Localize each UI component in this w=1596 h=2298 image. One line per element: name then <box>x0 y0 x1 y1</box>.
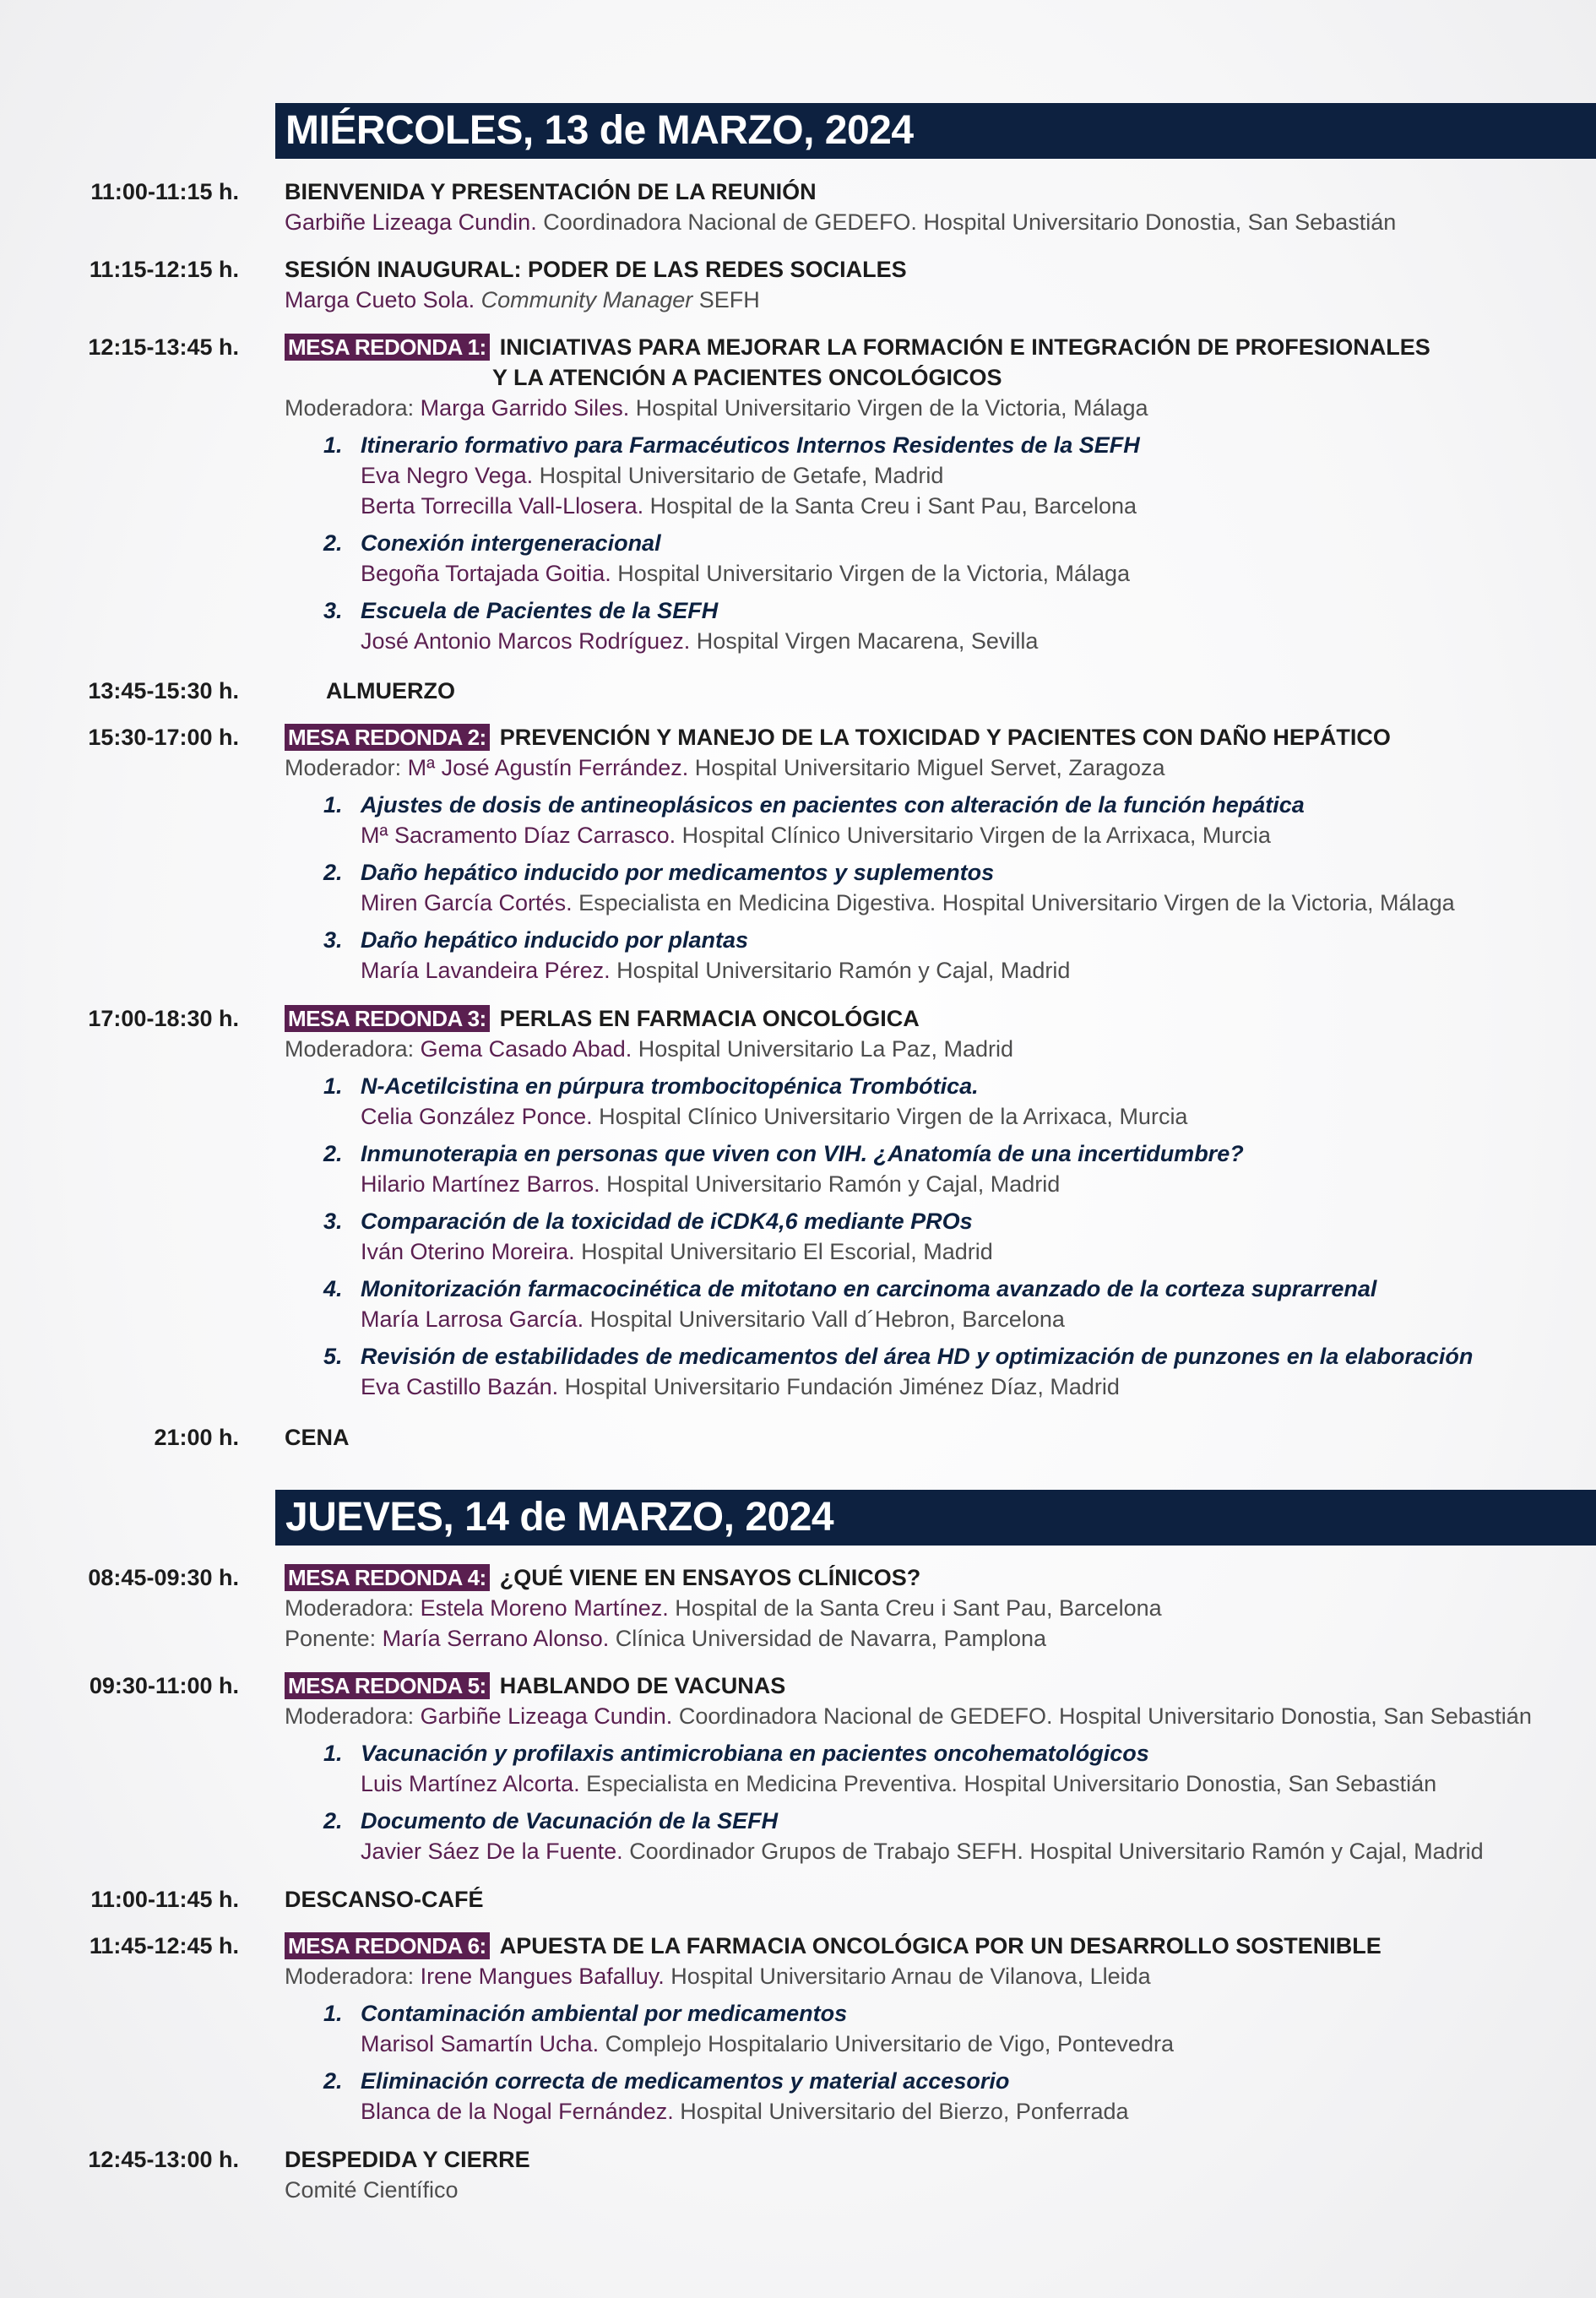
speaker-name: José Antonio Marcos Rodríguez. <box>361 628 691 654</box>
talk-list <box>323 790 1562 986</box>
talk-title: Revisión de estabilidades de medicamentos del área HD y optimización de punzones en la elaboración <box>361 1344 1474 1369</box>
talk-number: 5. <box>323 1344 343 1369</box>
talk-item <box>323 528 1562 589</box>
talk-title: Eliminación correcta de medicamentos y material accesorio <box>361 2068 1010 2094</box>
speaker-affiliation: Especialista en Medicina Preventiva. Hospital Universitario Donostia, San Sebastián <box>586 1771 1437 1796</box>
talk-title: Contaminación ambiental por medicamentos <box>361 2001 848 2026</box>
talk-number: 4. <box>323 1276 343 1301</box>
talk-list <box>323 430 1562 656</box>
speaker-name: Iván Oterino Moreira. <box>361 1239 575 1264</box>
moderator-affiliation: Coordinadora Nacional de GEDEFO. Hospital Universitario Donostia, San Sebastián <box>678 1703 1532 1729</box>
speaker-affiliation: Hospital Virgen Macarena, Sevilla <box>696 628 1039 654</box>
session-time: 09:30-11:00 h. <box>89 1673 239 1698</box>
session-time: 12:15-13:45 h. <box>88 334 239 360</box>
session-time: 11:45-12:45 h. <box>89 1933 239 1958</box>
talk-title: Escuela de Pacientes de la SEFH <box>361 598 719 623</box>
moderator-label: Moderadora: <box>285 1036 415 1062</box>
talk-title: Daño hepático inducido por medicamentos y suplementos <box>361 860 995 885</box>
talk-list <box>323 1738 1562 1866</box>
moderator-name: Estela Moreno Martínez. <box>420 1595 669 1621</box>
session-title: PREVENCIÓN Y MANEJO DE LA TOXICIDAD Y PACIENTES CON DAÑO HEPÁTICO <box>499 725 1391 750</box>
round-table-tag: MESA REDONDA 2: <box>285 724 490 751</box>
talk-number: 1. <box>323 792 343 818</box>
talk-title: Vacunación y profilaxis antimicrobiana en pacientes oncohematológicos <box>361 1741 1149 1766</box>
round-table-tag: MESA REDONDA 5: <box>285 1672 490 1699</box>
session-title: PERLAS EN FARMACIA ONCOLÓGICA <box>499 1006 920 1031</box>
speaker-affiliation: Hospital Clínico Universitario Virgen de la Arrixaca, Murcia <box>599 1104 1188 1129</box>
speaker-name: María Larrosa García. <box>361 1307 584 1332</box>
day-header-thursday: JUEVES, 14 de MARZO, 2024 <box>275 1490 1596 1546</box>
talk-number: 2. <box>323 2068 343 2094</box>
session-time: 11:00-11:15 h. <box>90 179 239 204</box>
speaker-affiliation: Complejo Hospitalario Universitario de Vigo, Pontevedra <box>605 2031 1174 2056</box>
session-title: BIENVENIDA Y PRESENTACIÓN DE LA REUNIÓN <box>285 179 817 204</box>
talk-item <box>323 1738 1562 1799</box>
session-time: 21:00 h. <box>154 1425 239 1450</box>
moderator-name: Mª José Agustín Ferrández. <box>407 755 689 780</box>
talk-item <box>323 1138 1562 1199</box>
talk-item <box>323 595 1562 656</box>
speaker-label: Ponente: <box>285 1626 377 1651</box>
session-title: DESCANSO-CAFÉ <box>285 1887 484 1912</box>
talk-number: 2. <box>323 530 343 556</box>
talk-item <box>323 790 1562 850</box>
talk-item <box>323 857 1562 918</box>
session-time: 15:30-17:00 h. <box>88 725 239 750</box>
talk-title: Documento de Vacunación de la SEFH <box>361 1808 779 1834</box>
speaker-affiliation: Hospital Universitario del Bierzo, Ponferrada <box>680 2099 1129 2124</box>
talk-item <box>323 1806 1562 1866</box>
speaker-name: Miren García Cortés. <box>361 890 573 915</box>
moderator-name: Marga Garrido Siles. <box>420 395 630 421</box>
moderator-affiliation: Hospital de la Santa Creu i Sant Pau, Barcelona <box>675 1595 1162 1621</box>
moderator-label: Moderadora: <box>285 1703 415 1729</box>
speaker-name: Celia González Ponce. <box>361 1104 593 1129</box>
talk-number: 1. <box>323 2001 343 2026</box>
talk-title: Itinerario formativo para Farmacéuticos Internos Residentes de la SEFH <box>361 432 1140 458</box>
moderator-affiliation: Hospital Universitario Miguel Servet, Zaragoza <box>694 755 1165 780</box>
talk-item <box>323 1274 1562 1334</box>
speaker-role: Community Manager <box>480 287 693 312</box>
speaker-name: Berta Torrecilla Vall-Llosera. <box>361 493 644 519</box>
moderator-label: Moderadora: <box>285 1964 415 1989</box>
talk-number: 3. <box>323 927 343 953</box>
speaker-affiliation: Hospital de la Santa Creu i Sant Pau, Barcelona <box>649 493 1137 519</box>
session-time: 17:00-18:30 h. <box>88 1006 239 1031</box>
speaker-affiliation: Hospital Universitario Virgen de la Victoria, Málaga <box>617 561 1131 586</box>
speaker-affiliation: Hospital Universitario Fundación Jiménez Díaz, Madrid <box>564 1374 1120 1399</box>
session-time: 08:45-09:30 h. <box>88 1565 239 1590</box>
talk-item <box>323 1071 1562 1132</box>
speaker-affiliation: Coordinador Grupos de Trabajo SEFH. Hospital Universitario Ramón y Cajal, Madrid <box>629 1839 1484 1864</box>
moderator-name: Garbiñe Lizeaga Cundin. <box>420 1703 673 1729</box>
talk-item <box>323 2066 1562 2127</box>
talk-item <box>323 430 1562 521</box>
talk-number: 2. <box>323 1808 343 1834</box>
speaker-affiliation: Hospital Universitario Ramón y Cajal, Madrid <box>606 1171 1061 1197</box>
session-time: 11:00-11:45 h. <box>90 1887 239 1912</box>
speaker-affiliation: Hospital Clínico Universitario Virgen de la Arrixaca, Murcia <box>681 823 1271 848</box>
talk-title: Daño hepático inducido por plantas <box>361 927 749 953</box>
speaker-name: Begoña Tortajada Goitia. <box>361 561 611 586</box>
session-subtitle: Comité Científico <box>285 2177 459 2203</box>
speaker-affiliation: Hospital Universitario de Getafe, Madrid <box>539 463 944 488</box>
talk-number: 1. <box>323 432 343 458</box>
talk-number: 1. <box>323 1073 343 1099</box>
speaker-name: Eva Castillo Bazán. <box>361 1374 559 1399</box>
talk-number: 2. <box>323 1141 343 1166</box>
moderator-affiliation: Hospital Universitario La Paz, Madrid <box>638 1036 1013 1062</box>
talk-item <box>323 1341 1562 1402</box>
session-title: ¿QUÉ VIENE EN ENSAYOS CLÍNICOS? <box>499 1565 921 1590</box>
moderator-name: Irene Mangues Bafalluy. <box>420 1964 665 1989</box>
round-table-tag: MESA REDONDA 1: <box>285 334 490 361</box>
session-title: APUESTA DE LA FARMACIA ONCOLÓGICA POR UN DESARROLLO SOSTENIBLE <box>499 1933 1382 1958</box>
talk-title: Comparación de la toxicidad de iCDK4,6 mediante PROs <box>361 1209 973 1234</box>
speaker-name: Javier Sáez De la Fuente. <box>361 1839 623 1864</box>
speaker-name: Eva Negro Vega. <box>361 463 534 488</box>
moderator-label: Moderadora: <box>285 1595 415 1621</box>
session-title: DESPEDIDA Y CIERRE <box>285 2147 530 2172</box>
speaker-name: Marga Cueto Sola. <box>285 287 475 312</box>
session-title-continued: Y LA ATENCIÓN A PACIENTES ONCOLÓGICOS <box>492 365 1002 390</box>
speaker-name: Marisol Samartín Ucha. <box>361 2031 600 2056</box>
talk-title: Monitorización farmacocinética de mitotano en carcinoma avanzado de la corteza suprarrenal <box>361 1276 1377 1301</box>
talk-title: Inmunoterapia en personas que viven con VIH. ¿Anatomía de una incertidumbre? <box>361 1141 1244 1166</box>
session-title: INICIATIVAS PARA MEJORAR LA FORMACIÓN E INTEGRACIÓN DE PROFESIONALES <box>499 334 1430 360</box>
speaker-name: Blanca de la Nogal Fernández. <box>361 2099 674 2124</box>
round-table-tag: MESA REDONDA 3: <box>285 1005 490 1032</box>
talk-number: 2. <box>323 860 343 885</box>
speaker-affiliation: Coordinadora Nacional de GEDEFO. Hospital Universitario Donostia, San Sebastián <box>543 209 1397 235</box>
talk-item <box>323 925 1562 986</box>
session-title: CENA <box>285 1425 350 1450</box>
talk-list <box>323 1071 1562 1402</box>
talk-number: 3. <box>323 598 343 623</box>
moderator-name: Gema Casado Abad. <box>420 1036 632 1062</box>
talk-list <box>323 1998 1562 2127</box>
speaker-name: Hilario Martínez Barros. <box>361 1171 600 1197</box>
moderator-label: Moderadora: <box>285 395 415 421</box>
round-table-tag: MESA REDONDA 6: <box>285 1932 490 1959</box>
speaker-affiliation: Especialista en Medicina Digestiva. Hospital Universitario Virgen de la Victoria, Málaga <box>578 890 1455 915</box>
speaker-name: Garbiñe Lizeaga Cundin. <box>285 209 537 235</box>
speaker-affiliation: Hospital Universitario El Escorial, Madrid <box>581 1239 993 1264</box>
speaker-affiliation: SEFH <box>698 287 760 312</box>
speaker-name: María Serrano Alonso. <box>382 1626 610 1651</box>
session-time: 13:45-15:30 h. <box>88 678 239 704</box>
talk-item <box>323 1998 1562 2059</box>
session-time: 12:45-13:00 h. <box>88 2147 239 2172</box>
moderator-affiliation: Hospital Universitario Arnau de Vilanova, Lleida <box>670 1964 1151 1989</box>
speaker-name: Mª Sacramento Díaz Carrasco. <box>361 823 676 848</box>
speaker-affiliation: Hospital Universitario Ramón y Cajal, Madrid <box>616 958 1071 983</box>
talk-number: 1. <box>323 1741 343 1766</box>
day-header-wednesday: MIÉRCOLES, 13 de MARZO, 2024 <box>275 103 1596 159</box>
speaker-name: Luis Martínez Alcorta. <box>361 1771 580 1796</box>
talk-title: Ajustes de dosis de antineoplásicos en pacientes con alteración de la función hepática <box>361 792 1305 818</box>
session-time: 11:15-12:15 h. <box>89 257 239 282</box>
session-title: HABLANDO DE VACUNAS <box>499 1673 786 1698</box>
speaker-affiliation: Clínica Universidad de Navarra, Pamplona <box>615 1626 1047 1651</box>
session-title: ALMUERZO <box>326 678 455 704</box>
talk-number: 3. <box>323 1209 343 1234</box>
talk-item <box>323 1206 1562 1267</box>
speaker-name: María Lavandeira Pérez. <box>361 958 611 983</box>
session-title: SESIÓN INAUGURAL: PODER DE LAS REDES SOCIALES <box>285 257 907 282</box>
talk-title: Conexión intergeneracional <box>361 530 661 556</box>
talk-title: N-Acetilcistina en púrpura trombocitopénica Trombótica. <box>361 1073 979 1099</box>
moderator-label: Moderador: <box>285 755 402 780</box>
speaker-affiliation: Hospital Universitario Vall d´Hebron, Barcelona <box>589 1307 1065 1332</box>
moderator-affiliation: Hospital Universitario Virgen de la Victoria, Málaga <box>635 395 1148 421</box>
round-table-tag: MESA REDONDA 4: <box>285 1564 490 1591</box>
